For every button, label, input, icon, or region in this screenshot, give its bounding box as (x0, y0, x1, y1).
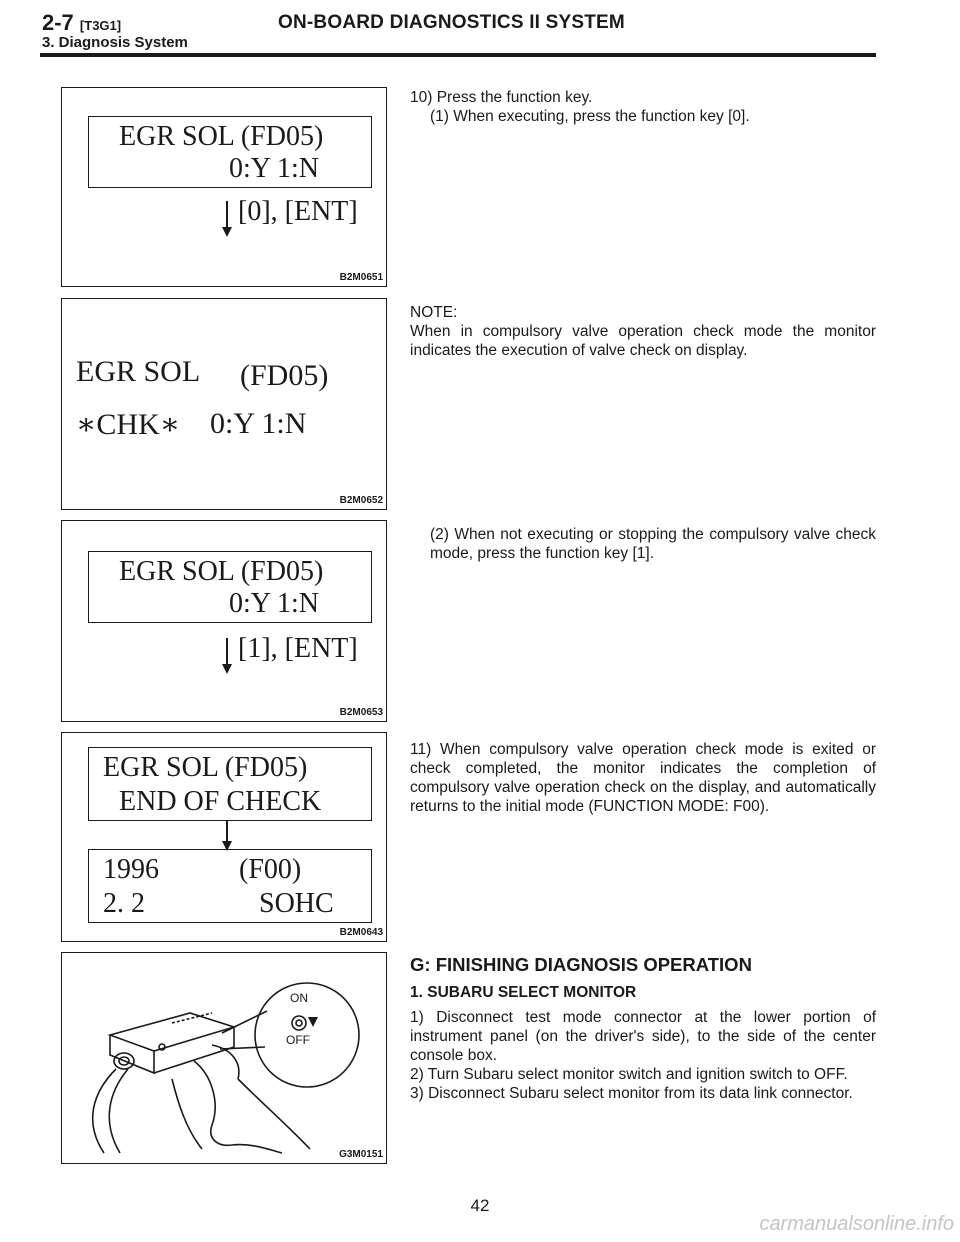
figure-b2m0652 (61, 298, 387, 510)
display-line-2: 0:Y 1:N (229, 588, 319, 619)
finishing-step-2: 2) Turn Subaru select monitor switch and ignition switch to OFF. (410, 1066, 848, 1083)
key-sequence: [0], [ENT] (238, 196, 358, 227)
figure-g3m0151 (61, 952, 387, 1164)
page-title: ON-BOARD DIAGNOSTICS II SYSTEM (278, 12, 625, 33)
section-heading: G: FINISHING DIAGNOSIS OPERATION (410, 954, 752, 975)
finishing-steps (410, 1008, 876, 1103)
header-rule (40, 53, 876, 57)
display-line-1: EGR SOL (FD05) (103, 752, 308, 783)
finishing-step-3: 3) Disconnect Subaru select monitor from its data link connector. (410, 1085, 853, 1102)
display-line-2: ∗CHK∗ (76, 408, 181, 441)
step-10 (410, 88, 876, 126)
display-engine-type: SOHC (259, 888, 334, 919)
display-line-1: EGR SOL (76, 355, 201, 388)
step-10-2: (2) When not executing or stopping the compulsory valve check mode, press the function key [1]. (430, 526, 876, 562)
page-number: 42 (470, 1196, 490, 1215)
figure-b2m0653 (61, 520, 387, 722)
display-line-2-options: 0:Y 1:N (210, 407, 307, 440)
display-line-2: END OF CHECK (119, 786, 322, 817)
display-engine-size: 2. 2 (103, 888, 145, 919)
key-sequence: [1], [ENT] (238, 633, 358, 664)
switch-label-on: ON (290, 991, 308, 1005)
figure-code: G3M0151 (339, 1149, 383, 1160)
display-line-1: EGR SOL (FD05) (119, 121, 324, 152)
figure-code: B2M0652 (339, 495, 383, 506)
figure-code: B2M0643 (339, 927, 383, 938)
page-code: 2-7 [T3G1] (42, 10, 122, 35)
subsection-heading: 1. SUBARU SELECT MONITOR (410, 984, 637, 1001)
step-10-heading: 10) Press the function key. (410, 89, 593, 106)
down-arrow-icon (222, 638, 232, 674)
display-year: 1996 (103, 854, 159, 885)
monitor-display-initial (88, 849, 372, 923)
page-ref: [T3G1] (79, 18, 122, 33)
select-monitor-illustration (62, 953, 385, 1162)
note-label: NOTE: (410, 304, 458, 321)
down-arrow-icon (222, 201, 232, 237)
figure-code: B2M0651 (339, 272, 383, 283)
note (410, 303, 876, 360)
watermark: carmanualsonline.info (759, 1213, 954, 1235)
note-body: When in compulsory valve operation check mode the monitor indicates the execution of valve check on display. (410, 323, 876, 359)
display-mode: (F00) (239, 854, 302, 885)
finishing-step-1: 1) Disconnect test mode connector at the lower portion of instrument panel (on the driver's side), to the side of the center console box. (410, 1009, 876, 1064)
figure-b2m0643 (61, 732, 387, 942)
display-line-2: 0:Y 1:N (229, 153, 319, 184)
switch-label-off: OFF (286, 1033, 310, 1047)
monitor-display (88, 116, 372, 188)
step-11: 11) When compulsory valve operation check mode is exited or check completed, the monitor indicates the completion of compulsory valve operation check on the display, and automatically returns to the initial mode (FUNCTION MODE: F00). (410, 741, 876, 815)
monitor-display (88, 551, 372, 623)
monitor-display-check (88, 747, 372, 821)
figure-b2m0651 (61, 87, 387, 287)
display-line-1: EGR SOL (FD05) (119, 556, 324, 587)
page-subtitle: 3. Diagnosis System (42, 34, 188, 51)
figure-code: B2M0653 (339, 707, 383, 718)
step-10-1: (1) When executing, press the function key [0]. (430, 108, 750, 125)
display-line-1-code: (FD05) (240, 359, 329, 392)
